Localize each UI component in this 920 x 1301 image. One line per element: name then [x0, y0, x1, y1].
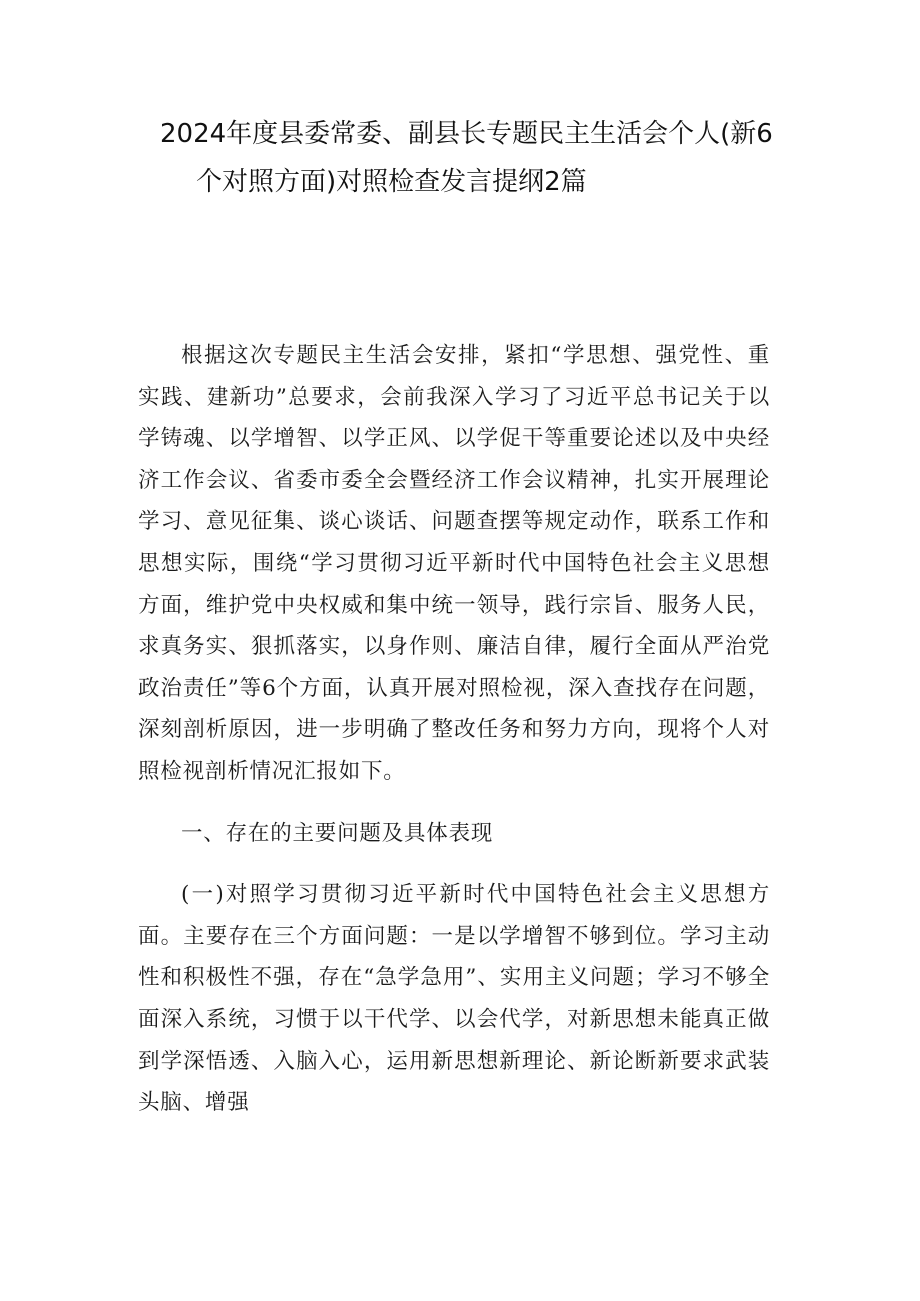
- title-line-1: 2024年度县委常委、副县长专题民主生活会个人(新6: [160, 119, 773, 149]
- title-line-2: 个对照方面)对照检查发言提纲2篇: [196, 167, 587, 197]
- intro-paragraph: 根据这次专题民主生活会安排，紧扣“学思想、强党性、重实践、建新功”总要求，会前我深入学习了习近平总书记关于以学铸魂、以学增智、以学正风、以学促干等重要论述以及中央经济工作会议、省委市委全会暨经济工作会议精神，扎实开展理论学习、意见征集、谈心谈话、问题查摆等规定动作，联系工作和思想实际，围绕“学习贯彻习近平新时代中国特色社会主义思想方面，维护党中央权威和集中统一领导，践行宗旨、服务人民，求真务实、狠抓落实，以身作则、廉洁自律，履行全面从严治党政治责任”等6个方面，认真开展对照检视，深入查找存在问题，深刻剖析原因，进一步明确了整改任务和努力方向，现将个人对照检视剖析情况汇报如下。: [138, 343, 770, 784]
- document-title: [150, 110, 810, 206]
- subsection-paragraph: (一)对照学习贯彻习近平新时代中国特色社会主义思想方面。主要存在三个方面问题：一是以学增智不够到位。学习主动性和积极性不强，存在“急学急用”、实用主义问题；学习不够全面深入系统，习惯于以干代学、以会代学，对新思想未能真正做到学深悟透、入脑入心，运用新思想新理论、新论断新要求武装头脑、增强: [138, 882, 770, 1116]
- section-heading: 一、存在的主要问题及具体表现: [181, 820, 494, 846]
- document-body: [138, 335, 770, 1124]
